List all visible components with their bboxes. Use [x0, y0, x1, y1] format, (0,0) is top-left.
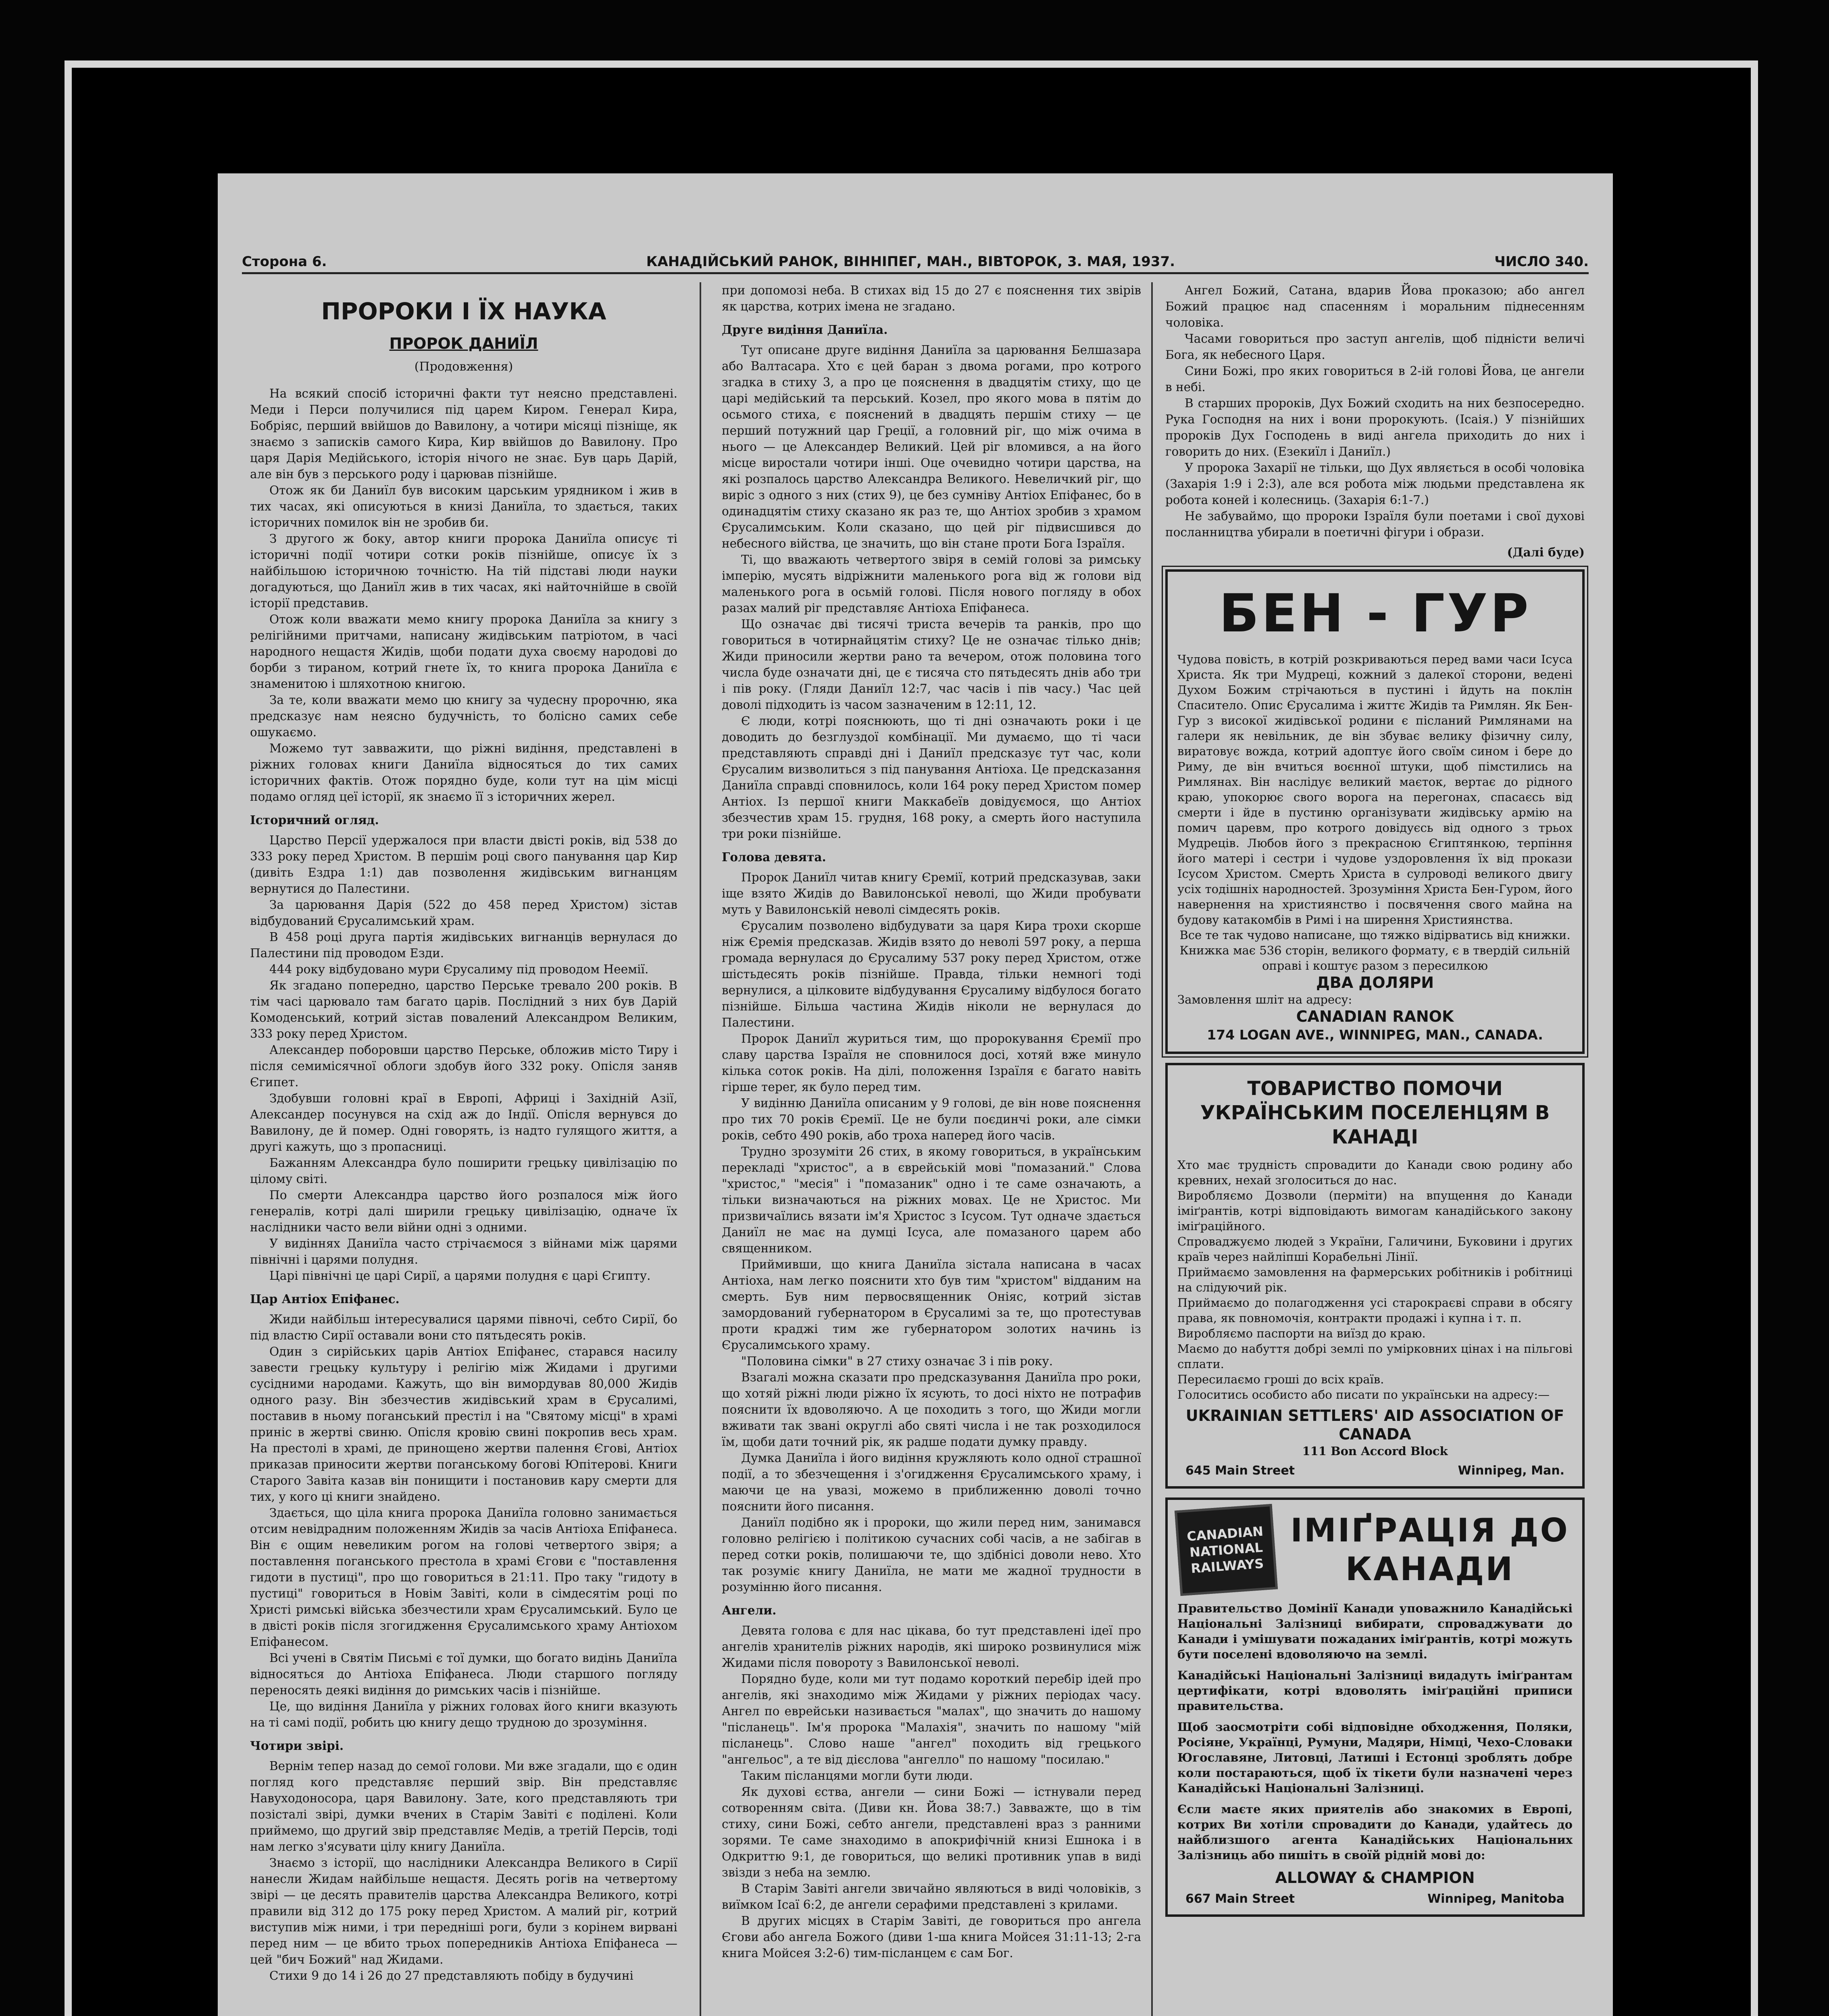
paragraph: "Половина сімки" в 27 стиху означає 3 і пів року. — [741, 1354, 1053, 1368]
ad-line: Пересилаємо гроші до всіх країв. — [1177, 1372, 1384, 1386]
paragraph: Таким післанцями могли бути люди. — [741, 1769, 973, 1783]
ad-paragraph: Щоб заосмотріти собі відповідне обходження, Поляки, Росіяне, Українці, Румуни, Мадяри, Німці, Чехо-Словаки Югославяне, Литовці, Латиші і Естонці зроблять добре коли постараються, щоб їх тікети були назначені через Канадійські Національні Залізниці. — [1177, 1720, 1573, 1795]
paragraph: Царство Персії удержалося при власти двісті років, від 538 до 333 року перед Христом. В першім році свого панування цар Кир (дивіть Ездра 1:1) дав позволення жидівським вигнанцям вернутися до Палестини. — [250, 833, 677, 896]
paragraph: Отож коли вважати мемо книгу пророка Даниїла за книгу з релігійними притчами, написану жидівським патріотом, в часі народного нещастя Жидів, щоби подати духа своєму народові до борби з тираном, котрий гнете їх, то книга пророка Даниїла є знаменитою і шляхотною книгою. — [250, 612, 677, 691]
ad-paragraph: Канадійські Національні Залізниці видадуть іміґрантам цертифікати, котрі вдоволять іміґраційні приписи правительства. — [1177, 1668, 1573, 1713]
ad-paragraph: Правительство Домінії Канади уповажнило Канадійські Національні Залізниці вибирати, спроваджувати до Канади і умішувати пожаданих іміґрантів, котрі можуть бути поселені вдоволяючо на землі. — [1177, 1602, 1573, 1661]
paragraph: 444 року відбудовано мури Єрусалиму під проводом Неемії. — [269, 962, 649, 976]
paragraph: Часами говориться про заступ ангелів, щоб підністи величі Бога, як небесного Царя. — [1165, 332, 1585, 362]
paragraph: Один з сирійських царів Антіох Епіфанес, старався насилу завести грецьку культуру і релігію між Жидами і другими сусідними народами. Кажуть, що він вимордував 80,000 Жидів одного разу. Він збезчестив жидівський храм в Єрусалимі, поставив в ньому поганський престіл і на "Святому місці" в храмі приніс в жертві свиню. Опісля кровію свині покропив весь храм. На престолі в храмі, де принощено жертви палення Єгові, Антіох приказав приносити жертви поганському богові Юпітерові. Книги Старого Завіта казав він понищити і постановив кару смерти для тих, у кого ці книги знайдено. — [250, 1345, 677, 1504]
paragraph: при допомозі неба. В стихах від 15 до 27 є пояснення тих звірів як царства, котрих імена не згадано. — [722, 283, 1141, 313]
paragraph: Знаємо з історії, що наслідники Александра Великого в Сирії нанесли Жидам найбільше нещастя. Десять рогів на четвертому звірі — це десять правителів царства Александра Великого, котрі правили від 312 до 175 року перед Христом. А малий ріг, котрий виступив між ними, і три передніші роги, були з корінем вирвані перед ним — це вбито трьох попередників Антіоха Епіфанеса — цей "бич Божий" над Жидами. — [250, 1856, 677, 1966]
cnr-logo — [1175, 1504, 1278, 1596]
column-rule — [700, 282, 701, 2016]
ad-paragraph: Єсли маєте яких приятелів або знакомих в Европі, котрих Ви хотіли спровадити до Канади, удайтесь до найблизшого агента Канадійських Національних Залізниць або пишіть в своїй рідній мові до: — [1177, 1802, 1573, 1862]
article-column-1 — [250, 282, 677, 1984]
ad-street: 645 Main Street — [1185, 1464, 1295, 1478]
ad-address-row — [1177, 1891, 1573, 1907]
page-header — [242, 250, 1589, 274]
ad-city: Winnipeg, Man. — [1458, 1464, 1564, 1478]
logo-line: RAILWAYS — [1190, 1556, 1264, 1577]
paragraph: Жиди найбільш інтересувалися царями півночі, себто Сирії, бо під властю Сирії оставали вони сто пятьдесять років. — [250, 1312, 677, 1342]
paragraph: Трудно зрозуміти 26 стих, в якому говориться, в українським перекладі "христос", а в єврейській мові "помазаний." Слова "христос," "месія" і "помазаник" одно і те саме означають, а тільки визначаються на ріжних мовах. Це не Христос. Ми призвичаїлись вязати ім'я Христос з Ісусом. Тут одначе здається Даниїл не має на думці Ісуса, але помазаного царем або священником. — [722, 1145, 1141, 1255]
ad-line: Виробляємо Дозволи (перміти) на впущення до Канади іміґрантів, котрі відповідають вимогам канадійського закону іміґраційного. — [1177, 1189, 1573, 1233]
paragraph: Пророк Даниїл читав книгу Єремії, котрий предсказував, заки іще взято Жидів до Вавилонської неволі, що Жиди пробувати муть у Вавилонській неволі сімдесять років. — [722, 871, 1141, 916]
paragraph: Александер поборовши царство Перське, обложив місто Тиру і після семимісячної облоги здобув його 332 року. Опісля заняв Єгипет. — [250, 1043, 677, 1089]
paragraph: Царі північні це царі Сирії, а царями полудня є царі Єгипту. — [269, 1269, 651, 1283]
paragraph: В 458 році друга партія жидівських вигнанців вернулася до Палестини під проводом Езди. — [250, 930, 677, 960]
paragraph: Пророк Даниїл журиться тим, що пророкування Єремії про славу царства Ізраїля не сповнилося досі, хотяй вже минуло кілька соток років. На ділі, положення Ізраїля є багато навіть гірше теper, як було перед тим. — [722, 1032, 1141, 1094]
paragraph: Здається, що ціла книга пророка Даниїла головно занимається отсим невідрадним положенням Жидів за часів Антіоха Епіфанеса. Він є ощим невеликим рогом на голові четвертого звіря; а поставлення поганського престола в храмі Єгови є "поставлення гидоти в пустиці", про що говориться в 21:11. Про таку "гидоту в пустиці" говориться в Новім Завіті, коли в сімдесятім році по Христі римські війська збезчестили храм Єрусалимський. Було це в двісті років після згогидження Єрусалимського храму Антіохом Епіфанесом. — [250, 1506, 677, 1649]
paragraph: Отож як би Даниїл був високим царським урядником і жив в тих часах, які описуються в книзі Даниїла, то здається, таких історичних помилок він не зробив би. — [250, 483, 677, 529]
masthead: КАНАДІЙСЬКИЙ РАНОК, ВІННІПЕГ, МАН., ВІВТОРОК, 3. МАЯ, 1937. — [646, 254, 1175, 270]
ad-line: Виробляємо паспорти на виїзд до краю. — [1177, 1327, 1426, 1340]
ad-line: Все те так чудово написане, що тяжко відірватись від книжки. — [1179, 928, 1571, 942]
paragraph: Ті, що вважають четвертого звіря в семій голові за римську імперію, мусять відріжнити маленького рога від ж голови від маленького рога в осьмій голові. Після нового погляду в обох разах малий ріг представляє Антіоха Епіфанеса. — [722, 553, 1141, 615]
paragraph: Як духові єства, ангели — сини Божі — істнували перед сотворенням світа. (Диви кн. Йова 38:7.) Завважте, що в тім стиху, сини Божі, себто ангели, представлені враз з ранними зорями. Те саме знаходимо в апокрифічній книзі Ешнока і в Одкриттю 9:1, де говориться, що великі противник упав в виді звізди з неба на землю. — [722, 1785, 1141, 1879]
ad-title: ТОВАРИСТВО ПОМОЧИ УКРАЇНСЬКИМ ПОСЕЛЕНЦЯМ В КАНАДІ — [1200, 1077, 1550, 1148]
ad-order-label: Замовлення шліт на адресу: — [1177, 993, 1352, 1006]
article-subtitle: ПРОРОК ДАНИЇЛ — [389, 335, 538, 352]
ad-line: Спроваджуємо людей з України, Галичини, Буковини і других країв через найліпші Корабельні Лінії. — [1177, 1235, 1573, 1264]
ad-header — [1177, 1507, 1573, 1593]
section-heading: Друге видіння Даниїла. — [722, 323, 888, 337]
paragraph: Тут описане друге видіння Даниїла за царювання Белшазара або Валтасара. Хто є цей баран з двома рогами, про котрого згадка в стиху 3, а про це пояснення в двадцятім стиху, що це царі медійський та перський. Козел, про якого мова в пятім до осьмого стиха, є пояснений в двадцять першім стиху — це перший потужний цар Греції, а головний ріг, що між очима в нього — це Александер Великий. Цей ріг вломився, а на його місце виростали чотири інші. Оце очевидно чотири царства, на які розпалось царство Александра Великого. Невеличкий ріг, що виріс з одного з них (стих 9), це без сумніву Антіох Епіфанес, бо в одинадцятім стиху сказано як раз те, що Антіох зробив з храмом Єрусалимським. Коли сказано, що цей ріг підвисшився до небесного війства, це значить, що він стане проти Бога Ізраїля. — [722, 343, 1141, 550]
section-heading: Історичний огляд. — [250, 813, 379, 827]
article-title: ПРОРОКИ І ЇХ НАУКА — [321, 298, 606, 325]
newspaper-page — [218, 173, 1613, 2016]
page-label: Сторона 6. — [242, 254, 327, 270]
ad-company: CANADIAN RANOK — [1296, 1008, 1454, 1025]
paragraph: Єрусалим позволено відбудувати за царя Кира трохи скорше ніж Єремія предсказав. Жидів взято до неволі 597 року, а перша громада вернулася до Єрусалиму 537 року перед Христом, отже шістьдесять років пізнійше. Правда, тільки немногі тоді вернулися, а цілковите відбудування Єрусалиму відбулося богато пізнійше. Більша частина Жидів ніколи не вернулася до Палестини. — [722, 919, 1141, 1029]
ad-ben-hur — [1165, 569, 1585, 1054]
paragraph: Девята голова є для нас цікава, бо тут представлені ідеї про ангелів хранителів ріжних народів, які широко розвинулися між Жидами після повороту з Вавилонської неволі. — [722, 1624, 1141, 1670]
paragraph: За те, коли вважати мемо цю книгу за чудесну пророчню, яка предсказує нам неясно будучність, то болісно самих себе ошукаємо. — [250, 693, 677, 739]
section-heading: Цар Антіох Епіфанес. — [250, 1292, 400, 1306]
paragraph: На всякий спосіб історичні факти тут неясно представлені. Меди і Перси получилися під царем Киром. Генерал Кира, Бобріяс, перший ввійшов до Вавилону, а чотири місяці пізніще, як знаємо з записків самого Кира, Кир ввійшов до Вавилону. Про царя Дарія Медійського, історія нічого не знає. Був царь Дарій, але він був з перського роду і царював пізнійше. — [250, 387, 677, 481]
logo-line: NATIONAL — [1189, 1539, 1264, 1560]
ad-address: 174 LOGAN AVE., WINNIPEG, MAN., CANADA. — [1207, 1027, 1543, 1043]
paragraph: Даниїл подібно як і пророки, що жили перед ним, занимався головно релігією і політикою сучасних собі часів, а не забігав в перед сотки років, полишаючи те, що здібнісі доволи нево. Хто так розуміє книгу Даниїла, не мати ме жадної трудности в розумінню його писання. — [722, 1516, 1141, 1594]
paragraph: Є люди, котрі пояснюють, що ті дні означають роки і це доводить до безглуздої комбінації. Ми думаємо, що ті часи представляють справді дні і Даниїл предсказує тут час, коли Єрусалим визволиться з під панування Антіоха. Це предсказання Даниїла справді сповнилось, коли 164 року перед Христом помер Антіох. Із першої книги Маккабеїв довідуємося, що Антіох збезчестив храм 15. грудня, 168 року, а смерть його наступила три роки пізнійше. — [722, 714, 1141, 841]
ad-line: Приймаємо замовлення на фармерських робітників і робітниці на слідуючий рік. — [1177, 1265, 1573, 1294]
paragraph: Не забуваймо, що пророки Ізраїля були поетами і свої духові посланництва убирали в поетичні фігури і образи. — [1165, 509, 1585, 539]
paragraph: В старших пророків, Дух Божий сходить на них безпосередно. Рука Господня на них і вони пророкують. (Ісаія.) У пізнійших пророків Дух Господень в виді ангела приходить до них і говорить до них. (Езекиїл і Даниїл.) — [1165, 396, 1585, 458]
ad-title: БЕН - ГУР — [1219, 583, 1531, 644]
paragraph: Ангел Божий, Сатана, вдарив Йова проказою; або ангел Божий працює над спасенням і моральним піднесенням чоловіка. — [1165, 283, 1585, 329]
ad-immigration — [1165, 1497, 1585, 1917]
paragraph: З другого ж боку, автор книги пророка Даниїла описує ті історичні події чотири сотки років пізнійше, описує їх з найбільшою історичною точністю. На тій підставі люди науки догадуються, що Даниїл жив в тих часах, які найточнійше в своїй історії представив. — [250, 532, 677, 610]
paragraph: Всі учені в Святім Письмі є тої думки, що богато видінь Даниїла відносяться до Антіоха Епіфанеса. Люди старшого погляду переносять деякі видіння до римських часів і пізнійше. — [250, 1651, 677, 1697]
ad-line: Голоситись особисто або писати по українськи на адресу:— — [1177, 1388, 1550, 1402]
issue-number: ЧИСЛО 340. — [1494, 254, 1589, 270]
paragraph: Стихи 9 до 14 і 26 до 27 представляють побіду в будучині — [269, 1969, 633, 1983]
ad-line: Хто має трудність спровадити до Канади свою родину або кревних, нехай зголоситься до нас. — [1177, 1158, 1573, 1187]
paragraph: Здобувши головні краї в Европі, Африці і Західній Азії, Александер посунувся на схід аж до Індії. Опісля вернувся до Вавилону, де й помер. Одні говорять, із надто гулящого життя, а другі кажуть, що з пропасниці. — [250, 1091, 677, 1154]
ad-organization: UKRAINIAN SETTLERS' AID ASSOCIATION OF CANADA — [1185, 1407, 1564, 1443]
paragraph: Вернім тепер назад до семої голови. Ми вже згадали, що є один погляд кого представляє перший звір. Він представляє Навуходоносора, царя Вавилону. Зате, кого представляють три позісталі звірі, думки вчених в Старім Завіті є поділені. Коли приймемо, що другий звір представляє Медів, а третій Персів, тоді нам легко з'ясувати цілу книгу Даниїла. — [250, 1759, 677, 1854]
paragraph: Думка Даниїла і його видіння кружляють коло одної страшної події, а то збезчещення і з'огидження Єрусалимського храму, і маючи це на увазі, можемо в приближенню доволі точно пояснити його писання. — [722, 1451, 1141, 1513]
paragraph: Сини Божі, про яких говориться в 2-ій голові Йова, це ангели в небі. — [1165, 364, 1585, 394]
ad-agent: ALLOWAY & CHAMPION — [1275, 1869, 1475, 1887]
section-heading: Чотири звірі. — [250, 1739, 344, 1753]
to-be-continued: (Далі буде) — [1507, 545, 1585, 559]
paragraph: За царювання Дарія (522 до 458 перед Христом) зістав відбудований Єрусалимський храм. — [250, 898, 677, 928]
paragraph: Це, що видіння Даниїла у ріжних головах його книги вказують на ті самі події, робить цю книгу дещо трудною до зрозуміння. — [250, 1699, 677, 1729]
paragraph: Як згадано попередно, царство Перське тревало 200 років. В тім часі царювало там багато царів. Послідний з них був Дарій Комоденський, котрий зістав повалений Александром Великим, 333 року перед Христом. — [250, 979, 677, 1041]
section-heading: Ангели. — [722, 1603, 777, 1617]
ad-title: ІМІҐРАЦІЯ ДО КАНАДИ — [1290, 1512, 1569, 1588]
ad-body: Чудова повість, в котрій розкриваються перед вами часи Ісуса Христа. Як три Мудреці, кожний з далекої сторони, ведені Духом Божим стрічаються в пустині і йдуть на поклін Спаситело. Опис Єрусалима і життє Жидів та Римлян. Як Бен-Гур з високої жидівської родини є післаний Римлянами на галери як невільник, де він збуває велику фізичну силу, виратовує вожда, котрий адоптує його своїм сином і бере до Риму, де він вчиться воєнної штуки, щоб пімстились на Римлянах. Він наслідує великий маєток, вертає до рідного краю, упокорює свого ворога на перегонах, спасаєсь від смерти і йде в пустиню організувати жидівську армію на помич царевм, про котрого довідуєсь від одного з трьох Мудреців. Любов його з прекрасною Єгиптянкою, терпіння його матері і сестри і чудове уздоровлення їх від прокази Ісусом Христом. Смерть Христа в сулроводі великого двигу усіх тодішніх народностей. Зрозуміння Христа Бен-Гуром, його навернення на християнство і посвячення свого майна на будову катакомбів в Римі і на ширення Християнства. — [1177, 652, 1573, 927]
ad-line: Книжка має 536 сторін, великого формату, є в твердій сильній оправі і коштує разом з пересилкою — [1179, 943, 1571, 973]
column-rule — [1151, 282, 1153, 2016]
paragraph: Можемо тут завважити, що ріжні видіння, представлені в ріжних головах книги Даниїла відносяться до тих самих історичних фактів. Отож порядно буде, коли тут на цім місці подамо огляд цеї історії, як знаємо її з історичних жерел. — [250, 741, 677, 804]
paragraph: У пророка Захарії не тільки, що Дух являється в особі чоловіка (Захарія 1:9 і 2:3), але вся робота між людьми представлена як робота коней і колесниць. (Захарія 6:1-7.) — [1165, 461, 1585, 507]
paragraph: Взагалі можна сказати про предсказування Даниїла про роки, що хотяй ріжні люди ріжно їх ясують, то досі ніхто не потрафив пояснити їх вдоволяючо. А це походить з того, що Жиди могли вживати так звані округлі або святі числа і не так розходилося їм, щоби дати точний рік, як радше подати думку правду. — [722, 1370, 1141, 1449]
paragraph: Бажанням Александра було поширити грецьку цивілізацію по цілому світі. — [250, 1156, 677, 1186]
paragraph: Що означає дві тисячі триста вечерів та ранків, про що говориться в чотирнайцятім стиху? Це не означає тілько днів; Жиди приносили жертви рано та вечером, отож половина того числа буде означати дні, це є тисяча сто пятьдесять днів або три і пів року. (Гляди Даниїл 12:7, час часів і пів часу.) Час цей доволі підходить із часом зазначеним в 12:11, 12. — [722, 617, 1141, 712]
paragraph: В Старім Завіті ангели звичайно являються в виді чоловіків, з виїмком Ісаї 6:2, де ангели серафими представлені з крилами. — [722, 1882, 1141, 1912]
paragraph: Приймивши, що книга Даниїла зістала написана в часах Антіоха, нам легко пояснити хто був тим "христом" відданим на смерть. Був ним первосвященник Оніяс, котрий зістав замордований губернатором в Єрусалимі за те, що протестував проти краджі тим же губернатором золотих начинь із Єрусалимського храму. — [722, 1258, 1141, 1352]
paragraph: В других місцях в Старім Завіті, де говориться про ангела Єгови або ангела Божого (диви 1-ша книга Мойсея 31:11-13; 2-га книга Мойсея 3:2-6) тим-післанцем є сам Бог. — [722, 1914, 1141, 1960]
continued-note: (Продовження) — [414, 360, 513, 374]
paragraph: Порядно буде, коли ми тут подамо короткий перебір ідей про ангелів, які знаходимо між Жидами у ріжних періодах часу. Ангел по еврейськи називається "малах", що значить до нашому "післанець". Ім'я пророка "Малахія", значить по нашому "мій післанець". Слово наше "ангел" походить від грецького "ангельос", а те від дієслова "ангелло" по нашому "посилаю." — [722, 1672, 1141, 1766]
ad-line: Приймаємо до полагодження усі старокраєві справи в обсягу права, як повномочія, контракти продажі і купна і т. п. — [1177, 1296, 1573, 1325]
ad-block: 111 Bon Accord Block — [1302, 1444, 1448, 1458]
section-heading: Голова девята. — [722, 850, 826, 864]
article-column-2 — [722, 282, 1141, 1961]
paragraph: У видінню Даниїла описаним у 9 голові, де він нове пояснення про тих 70 років Єремії. Це не були поєдинчі роки, але сімки років, себто 490 років, або троха наперед його часів. — [722, 1096, 1141, 1142]
ad-price: ДВА ДОЛЯРИ — [1316, 974, 1434, 991]
ad-settlers-aid — [1165, 1063, 1585, 1489]
article-column-3 — [1165, 282, 1585, 1926]
paragraph: У видіннях Даниїла часто стрічаємося з війнами між царями північні і царями полудня. — [250, 1237, 677, 1266]
ad-street: 667 Main Street — [1185, 1892, 1295, 1906]
ad-address-row — [1177, 1463, 1573, 1479]
ad-line: Маємо до набуття добрі землі по умірковних цінах і на пільгові сплати. — [1177, 1342, 1573, 1371]
ad-city: Winnipeg, Manitoba — [1427, 1892, 1564, 1906]
paragraph: По смерти Александра царство його розпалося між його генералів, котрі далі ширили грецьку цивілізацію, одначе їх наслідники часто вели війни одні з одними. — [250, 1188, 677, 1234]
logo-line: CANADIAN — [1186, 1523, 1264, 1544]
